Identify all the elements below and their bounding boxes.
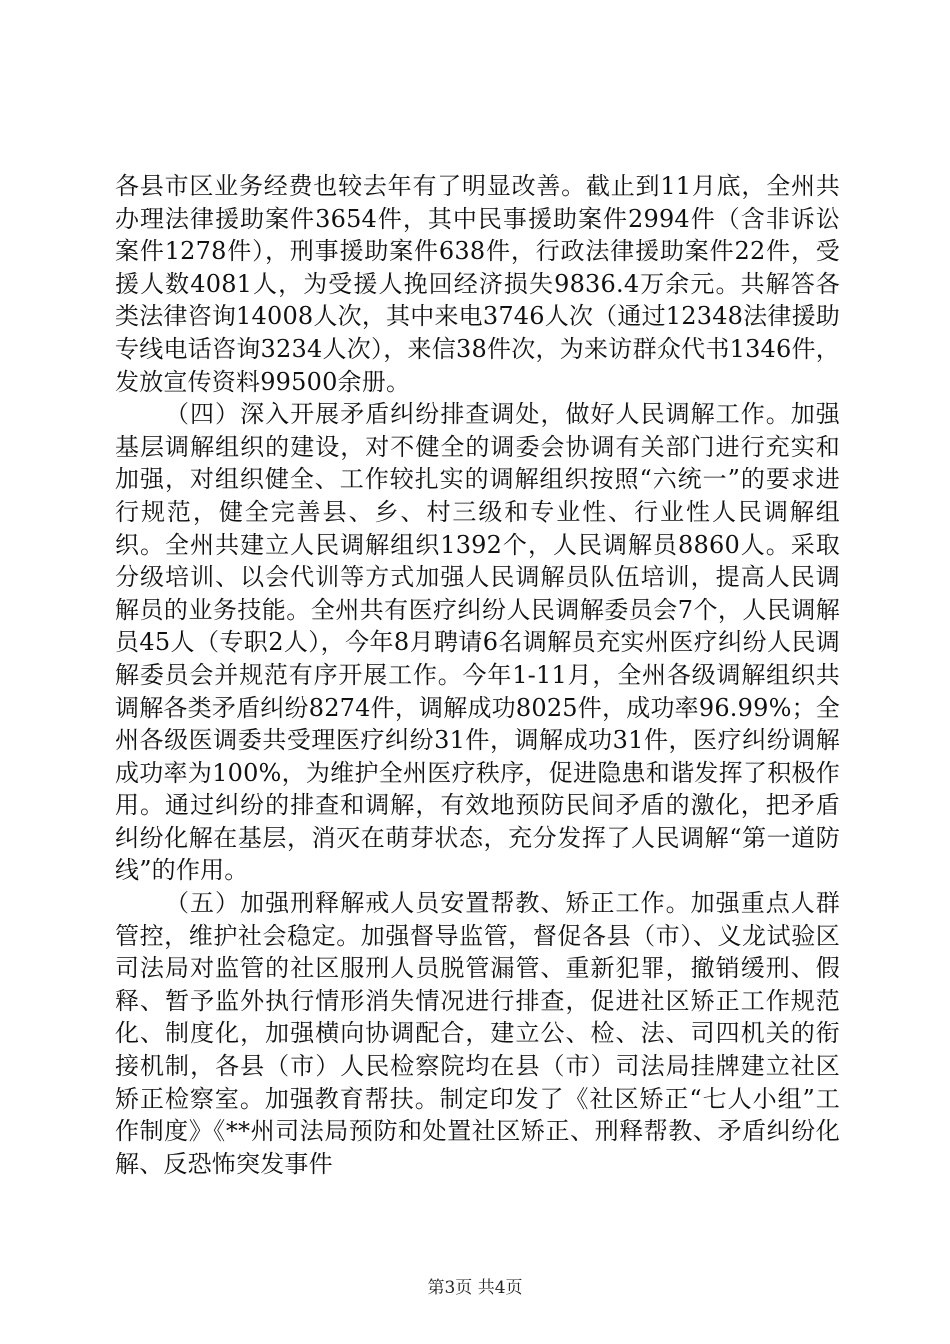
paragraph-section-4: （四）深入开展矛盾纠纷排查调处，做好人民调解工作。加强基层调解组织的建设，对不健全的调委会协调有关部门进行充实和加强，对组织健全、工作较扎实的调解组织按照“六统一”的要求进行规范，健全完善县、乡、村三级和专业性、行业性人民调解组织。全州共建立人民调解组织1392个，人民调解员8860人。采取分级培训、以会代训等方式加强人民调解员队伍培训，提高人民调解员的业务技能。全州共有医疗纠纷人民调解委员会7个，人民调解员45人（专职2人），今年8月聘请6名调解员充实州医疗纠纷人民调解委员会并规范有序开展工作。今年1-11月，全州各级调解组织共调解各类矛盾纠纷8274件，调解成功8025件，成功率96.99%；全州各级医调委共受理医疗纠纷31件，调解成功31件，医疗纠纷调解成功率为100%，为维护全州医疗秩序，促进隐患和谐发挥了积极作用。通过纠纷的排查和调解，有效地预防民间矛盾的激化，把矛盾纠纷化解在基层，消灭在萌芽状态，充分发挥了人民调解“第一道防线”的作用。: [115, 400, 840, 885]
paragraph-continuation: 各县市区业务经费也较去年有了明显改善。截止到11月底，全州共办理法律援助案件3654件，其中民事援助案件2994件（含非诉讼案件1278件），刑事援助案件638件，行政法律援助案件22件，受援人数4081人，为受援人挽回经济损失9836.4万余元。共解答各类法律咨询14008人次，其中来电3746人次（通过12348法律援助专线电话咨询3234人次），来信38件次，为来访群众代书1346件，发放宣传资料99500余册。: [115, 172, 840, 396]
document-body: [115, 170, 840, 1180]
page-footer: [0, 1273, 950, 1298]
paragraph-section-5: （五）加强刑释解戒人员安置帮教、矫正工作。加强重点人群管控，维护社会稳定。加强督导监管，督促各县（市）、义龙试验区司法局对监管的社区服刑人员脱管漏管、重新犯罪，撤销缓刑、假释、暂予监外执行情形消失情况进行排查，促进社区矫正工作规范化、制度化，加强横向协调配合，建立公、检、法、司四机关的衔接机制，各县（市）人民检察院均在县（市）司法局挂牌建立社区矫正检察室。加强教育帮扶。制定印发了《社区矫正“七人小组”工作制度》《**州司法局预防和处置社区矫正、刑释帮教、矛盾纠纷化解、反恐怖突发事件: [115, 889, 840, 1178]
page-number: 第3页 共4页: [427, 1278, 523, 1298]
